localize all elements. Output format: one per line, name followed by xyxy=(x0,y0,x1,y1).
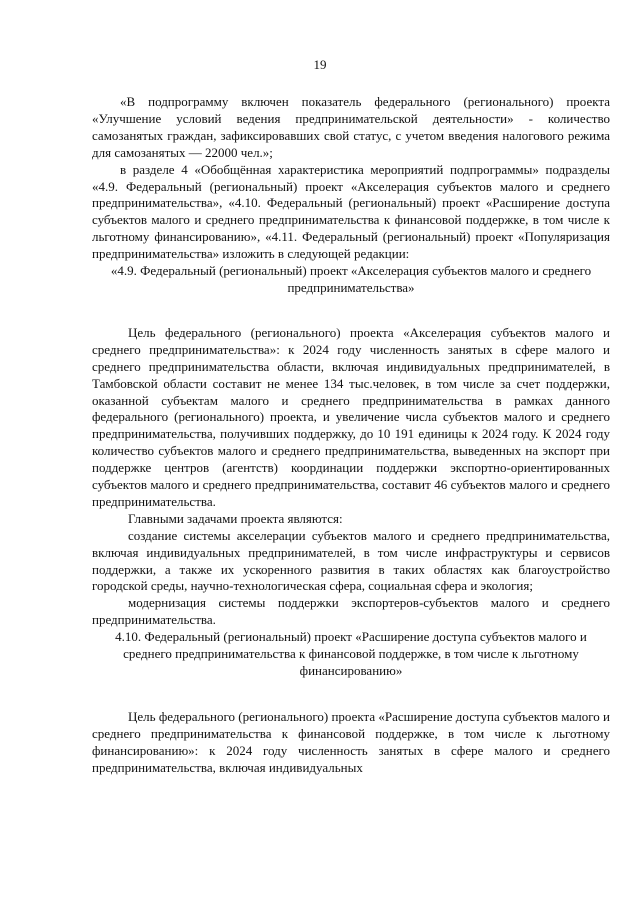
spacer xyxy=(92,297,610,325)
heading-4-10: 4.10. Федеральный (региональный) проект «Расширение доступа субъектов малого и среднего предпринимательства к финансовой поддержке, в том числе к льготному финансированию» xyxy=(115,629,587,678)
paragraph-indicator-quote: «В подпрограмму включен показатель федерального (регионального) проекта «Улучшение условий ведения предпринимательской деятельности» - количество самозанятых граждан, зафиксировавших свой статус, с учетом введения налогового режима для самозанятых — 22000 чел.»; xyxy=(92,94,610,160)
paragraph-section-4-instruction: в разделе 4 «Обобщённая характеристика мероприятий подпрограммы» подразделы «4.9. Федеральный (региональный) проект «Акселерация субъектов малого и среднего предпринимательства», «4.10. Федеральный (региональный) проект «Расширение доступа субъектов малого и среднего предпринимательства к финансовой поддержке, в том числе к льготному финансированию», «4.11. Федеральный (региональный) проект «Популяризация предпринимательства» изложить в следующей редакции: xyxy=(92,161,610,262)
paragraph-tasks-intro: Главными задачами проекта являются: xyxy=(128,510,343,526)
document-body xyxy=(92,94,610,777)
heading-4-9: «4.9. Федеральный (региональный) проект «Акселерация субъектов малого и среднего предпринимательства» xyxy=(110,263,592,295)
page-number: 19 xyxy=(313,57,327,72)
paragraph-task-acceleration: создание системы акселерации субъектов малого и среднего предпринимательства, включая индивидуальных предпринимателей, в том числе инфраструктуры и сервисов поддержки, а также их ускоренного развития в таких областях как благоустройство городской среды, научно-технологическая сфера, социальная сфера и экология; xyxy=(92,527,610,594)
spacer xyxy=(92,680,610,709)
paragraph-4-9-goal: Цель федерального (регионального) проекта «Акселерация субъектов малого и среднего предпринимательства»: к 2024 году численность занятых в сфере малого и среднего предпринимательства области, включая индивидуальных предпринимателей, в Тамбовской области составит не менее 134 тыс.человек, в том числе за счет поддержки, оказанной субъектам малого и среднего предпринимательства в рамках данного федерального (регионального) проекта, и увеличение числа субъектов малого и среднего предпринимательства, получивших поддержку, до 10 191 единицы к 2024 году. К 2024 году количество субъектов малого и среднего предпринимательства, выведенных на экспорт при поддержке центров (агентств) координации поддержки экспортно-ориентированных субъектов малого и среднего предпринимательства, составит 46 субъектов малого и среднего предпринимательства. xyxy=(92,324,610,509)
paragraph-task-export: модернизация системы поддержки экспортеров-субъектов малого и среднего предпринимательства. xyxy=(92,595,610,628)
paragraph-4-10-goal: Цель федерального (регионального) проекта «Расширение доступа субъектов малого и среднего предпринимательства к финансовой поддержке, в том числе к льготному финансированию»: к 2024 году численность занятых в сфере малого и среднего предпринимательства, включая индивидуальных xyxy=(92,708,610,775)
